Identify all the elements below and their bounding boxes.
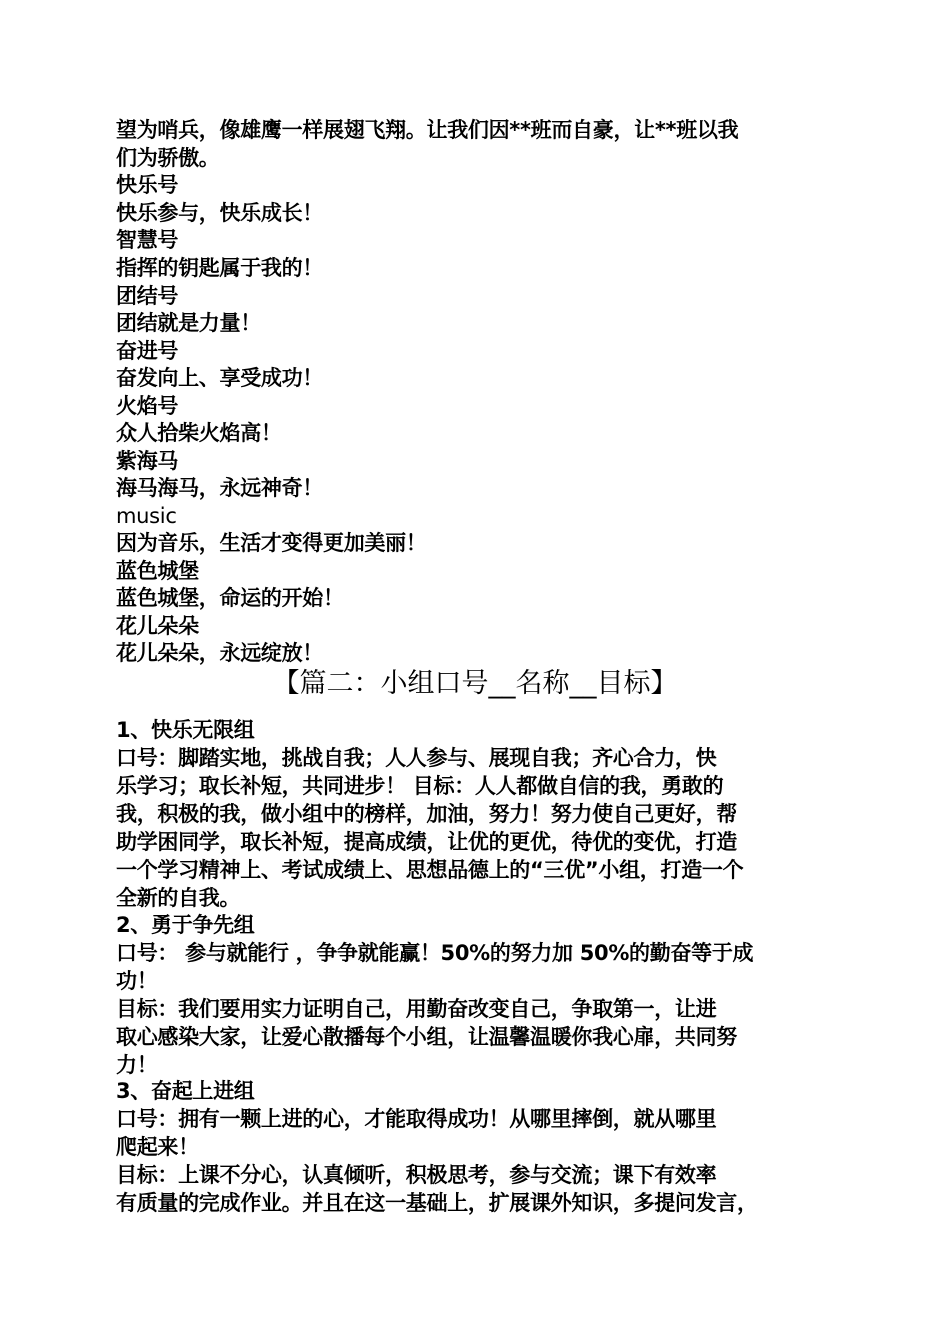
team-name: 花儿朵朵 [116,614,199,638]
team-name: 紫海马 [116,449,179,473]
team-slogan: 快乐参与，快乐成长！ [116,201,323,225]
intro-line: 们为骄傲。 [116,146,220,170]
group-text-line: 取心感染大家，让爱心散播每个小组，让温馨温暖你我心扉，共同努 [116,1025,737,1049]
group-text-line: 有质量的完成作业。并且在这一基础上，扩展课外知识，多提问发言， [116,1191,758,1215]
team-slogan: 花儿朵朵，永远绽放！ [116,641,323,665]
team-name: 团结号 [116,284,179,308]
group-text-line: 目标：上课不分心，认真倾听，积极思考，参与交流；课下有效率 [116,1163,717,1187]
team-slogan: 海马海马，永远神奇！ [116,476,323,500]
group-text-line: 口号： 参与就能行 ，争争就能赢！50%的努力加 50%的勤奋等于成 [116,941,754,965]
group-text-line: 乐学习；取长补短，共同进步！ 目标：人人都做自信的我，勇敢的 [116,774,724,798]
team-slogan: 团结就是力量！ [116,311,261,335]
group-text-line: 我，积极的我，做小组中的榜样，加油，努力！努力使自己更好，帮 [116,802,737,826]
group-text-line: 口号：拥有一颗上进的心，才能取得成功！从哪里摔倒，就从哪里 [116,1107,717,1131]
team-name: music [116,504,177,528]
group-text-line: 力！ [116,1053,158,1077]
group-text-line: 全新的自我。 [116,886,241,910]
team-slogan: 因为音乐，生活才变得更加美丽！ [116,531,427,555]
team-name: 奋进号 [116,339,179,363]
team-slogan: 指挥的钥匙属于我的！ [116,256,323,280]
group-text-line: 功！ [116,969,158,993]
team-slogan: 奋发向上、享受成功！ [116,366,323,390]
group-title: 3、奋起上进组 [116,1079,255,1103]
section-heading: 【篇二：小组口号__名称__目标】 [272,668,678,699]
intro-line: 望为哨兵，像雄鹰一样展翅飞翔。让我们因**班而自豪，让**班以我 [116,118,739,142]
group-text-line: 目标：我们要用实力证明自己，用勤奋改变自己，争取第一，让进 [116,997,717,1021]
team-name: 火焰号 [116,394,179,418]
group-text-line: 口号：脚踏实地，挑战自我；人人参与、展现自我；齐心合力，快 [116,746,717,770]
group-text-line: 一个学习精神上、考试成绩上、思想品德上的“三优”小组，打造一个 [116,858,744,882]
group-text-line: 爬起来！ [116,1135,199,1159]
team-slogan: 蓝色城堡，命运的开始！ [116,586,344,610]
team-slogan: 众人拾柴火焰高！ [116,421,282,445]
group-text-line: 助学困同学，取长补短，提高成绩，让优的更优，待优的变优，打造 [116,830,737,854]
team-name: 智慧号 [116,228,179,252]
group-title: 2、勇于争先组 [116,913,255,937]
team-name: 快乐号 [116,173,179,197]
group-title: 1、快乐无限组 [116,718,255,742]
team-name: 蓝色城堡 [116,559,199,583]
